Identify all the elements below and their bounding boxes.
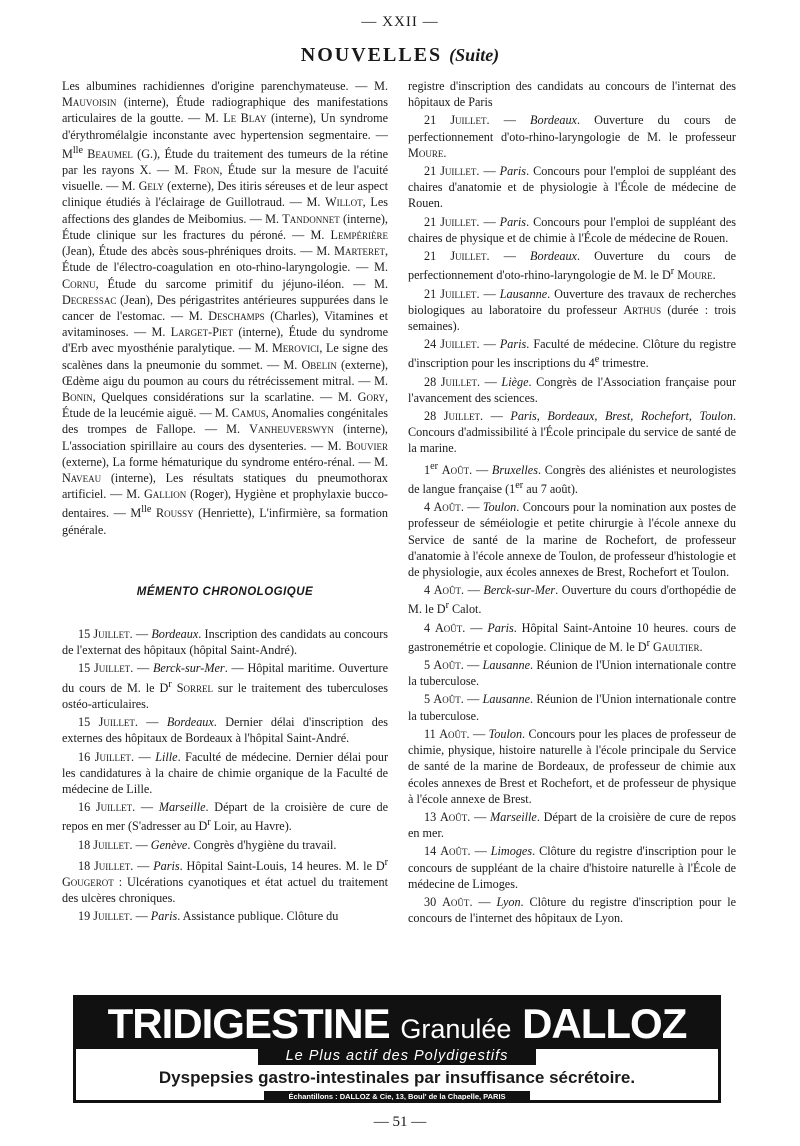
superscript: r (168, 678, 172, 690)
text-run: 21 (424, 164, 441, 179)
name-smallcaps: Decressac (62, 292, 117, 307)
name-smallcaps: Août (440, 844, 468, 859)
name-smallcaps: Sorrel (176, 680, 213, 695)
chronology-entry (62, 855, 388, 907)
name-smallcaps: Juillet (93, 837, 130, 852)
text-run: . — (486, 113, 531, 128)
text-run: . Ouverture des travaux de recherches biologiques au laboratoire du professeur (408, 286, 737, 317)
name-smallcaps: Août (442, 894, 470, 909)
text-run: . — (129, 909, 151, 924)
chronology-entry (408, 809, 736, 841)
place-italic: Paris (499, 214, 527, 229)
text-run: . (699, 639, 703, 654)
text-run: . (712, 268, 716, 283)
chronology-entry (408, 894, 736, 926)
text-run: (externe), Des itiris séreuses et de leur aspect clinique étudiés à l'éclairage de Guillotraud. — M. (62, 179, 388, 210)
superscript: lle (141, 504, 152, 516)
text-run: . Ouverture du cours d'orthopédie de M. le D (408, 583, 737, 617)
text-run: 1 (424, 462, 431, 477)
text-run: . — (476, 164, 500, 179)
place-italic: Paris (150, 909, 178, 924)
text-run: . Clôture du registre d'inscription pour le concours de l'internet des hôpitaux de Lyon. (408, 894, 737, 926)
superscript: r (207, 817, 211, 829)
name-smallcaps: Fron (193, 163, 220, 178)
text-run: . — (469, 894, 497, 909)
text-run: : Ulcérations cyanotiques et état actuel du traitement des ulcères chroniques. (62, 875, 388, 906)
text-run: , Étude du sarcome primitif du jéjuno-iléon. — M. (95, 276, 388, 291)
name-smallcaps: Mauvoisin (62, 95, 117, 110)
place-italic: Berck-sur-Mer (483, 583, 556, 598)
text-run: 4 (424, 500, 434, 515)
name-smallcaps: Naveau (62, 470, 102, 485)
text-run: . — (466, 726, 489, 741)
text-run: , Anomalies congénitales des trompes de Fallope. — M. (62, 406, 388, 437)
text-run: Les albumines rachidiennes d'origine parenchymateuse. — M. (62, 79, 388, 93)
text-run: . — (460, 658, 483, 673)
text-run: . — (476, 337, 500, 352)
superscript: er (515, 479, 524, 491)
text-run: . Départ de la croisière de cure de repos en mer (S'adresser au D (62, 800, 388, 834)
text-run: . — (130, 749, 156, 764)
place-italic: Lyon (496, 894, 521, 909)
name-smallcaps: Vanheuverswyn (249, 422, 334, 437)
name-smallcaps: Cornu (62, 276, 96, 291)
text-run: (interne), Étude du syndrome d'Erb avec myosthénie paralytique. — M. (62, 325, 388, 356)
ad-tagline: Dyspepsies gastro-intestinales par insuffisance sécrétoire. (158, 1068, 636, 1087)
chronology-entry (408, 843, 736, 892)
text-run: (interne), L'association spirillaire au cours des dysenteries. — M. (62, 422, 388, 453)
place-italic: Lausanne (482, 658, 531, 673)
chronology-entry (62, 799, 388, 834)
text-run: Loir, au Havre). (210, 819, 292, 834)
text-run: (Jean), Des périgastrites antérieures suppurées dans le cancer de l'estomac. — M. (62, 292, 388, 323)
place-italic: Paris (487, 620, 514, 635)
text-run: 30 (424, 894, 443, 909)
name-smallcaps: Août (441, 462, 470, 477)
ad-maker: DALLOZ (522, 1000, 687, 1047)
text-run: . Réunion de l'Union internationale contre la tuberculose. (408, 692, 737, 723)
left-entries (62, 626, 388, 925)
text-run: , Le signe des scalènes dans la pneumonie du sommet. — M. (62, 341, 388, 372)
name-smallcaps: Août (434, 620, 463, 635)
place-italic: Lausanne (482, 692, 531, 707)
text-run: . Assistance publique. Clôture du (177, 909, 339, 924)
text-run: 28 (424, 374, 441, 389)
thesis-list-paragraph (62, 78, 388, 538)
chronology-entry (408, 112, 736, 161)
text-run: . Réunion de l'Union internationale contre la tuberculose. (408, 658, 737, 689)
name-smallcaps: Juillet (450, 113, 487, 128)
name-smallcaps: Août (433, 692, 461, 707)
text-run: 28 (424, 408, 444, 423)
name-smallcaps: Août (439, 726, 467, 741)
name-smallcaps: Juillet (450, 249, 487, 264)
text-run: 21 (424, 249, 451, 264)
name-smallcaps: Obelin (301, 357, 337, 372)
name-smallcaps: Juillet (440, 374, 478, 389)
name-smallcaps: Gory (357, 389, 385, 404)
text-run: . — (460, 500, 483, 515)
place-italic: Toulon (482, 500, 517, 515)
ad-brand: TRIDIGESTINE (107, 1000, 390, 1047)
right-column (408, 78, 736, 926)
name-smallcaps: Le Blay (223, 111, 267, 126)
chronology-entry (408, 374, 736, 406)
place-italic: Berck-sur-Mer (152, 661, 225, 676)
text-run: 5 (424, 692, 434, 707)
text-run: 5 (424, 658, 434, 673)
text-run: (Charles), Vitamines et avitaminoses. — M. (62, 308, 388, 340)
place-italic: Bordeaux (151, 627, 199, 642)
roman-page-number: — XXII — (361, 14, 439, 30)
text-run: 16 (78, 800, 96, 815)
text-run: . Inscription des candidats au concours de l'externat des hôpitaux (hôpital Saint-André). (62, 627, 389, 658)
text-run: , Étude sur la mesure de l'acuité visuelle. — M. (62, 163, 388, 194)
text-run: . — (129, 837, 151, 852)
place-italic: Marseille (158, 800, 206, 815)
name-smallcaps: Août (439, 809, 468, 824)
ad-granulee: Granulée (400, 1014, 512, 1044)
text-run: . — (130, 661, 153, 676)
text-run: (externe), La forme hématurique du syndrome entéro-rénal. — M. (62, 454, 388, 469)
text-run: . — (486, 249, 531, 264)
name-smallcaps: Juillet (440, 164, 477, 179)
text-run: . Concours d'admissibilité à l'École principale du service de santé de la marine. (408, 408, 737, 456)
place-italic: Paris (499, 337, 527, 352)
chronology-entry (62, 626, 388, 658)
chronology-entry (408, 248, 736, 283)
text-run: . Congrès d'hygiène du travail. (187, 837, 337, 852)
name-smallcaps: Larget-Piet (170, 325, 234, 340)
text-run: . Congrès de l'Association française pour l'avancement des sciences. (408, 374, 737, 405)
text-run: . — (134, 715, 167, 730)
name-smallcaps: Août (433, 658, 461, 673)
chronology-entry (408, 408, 736, 457)
ad-address: Échantillons : DALLOZ & Cie, 13, Boul' de la Chapelle, PARIS (264, 1091, 530, 1102)
text-run: (Henriette), L'infirmière, sa formation générale. (62, 506, 388, 537)
chronology-entry (408, 459, 736, 498)
name-smallcaps: Juillet (95, 800, 133, 815)
name-smallcaps: Gaultier (653, 639, 700, 654)
text-run: . Concours pour l'emploi de suppléant des chaires d'anatomie et de physiologie à l'École de médecine de Rouen. (408, 164, 737, 211)
place-italic: Genève (150, 837, 188, 852)
name-smallcaps: Juillet (94, 858, 131, 873)
text-run: 15 (78, 661, 94, 676)
text-run: . — (467, 809, 491, 824)
name-smallcaps: Août (433, 583, 461, 598)
text-run: 4 (424, 620, 435, 635)
text-run: 24 (424, 337, 441, 352)
superscript: er (430, 460, 438, 472)
name-smallcaps: Juillet (98, 715, 135, 730)
text-run: . — (460, 692, 483, 707)
name-smallcaps: Lempérière (330, 227, 388, 242)
text-run: 13 (424, 809, 440, 824)
text-run: , Les affections des glandes de Meibomius. — M. (62, 195, 388, 226)
text-run: . — Hôpital maritime. Ouverture du cours de M. le D (62, 661, 388, 695)
text-run: 21 (424, 214, 441, 229)
text-run: . Ouverture du cours de perfectionnement d'oto-rhino-laryngologie de M. le professeur (408, 113, 737, 144)
continued-entry: registre d'inscription des candidats au concours de l'internat des hôpitaux de Paris (408, 79, 736, 110)
text-run: (interne), Les résultats statiques du pneumothorax artificiel. — M. (62, 470, 388, 502)
name-smallcaps: Juillet (93, 627, 130, 642)
chronology-entry (408, 726, 736, 807)
name-smallcaps: Août (433, 500, 461, 515)
text-run: . — (476, 214, 500, 229)
place-italic: Paris (153, 858, 180, 873)
text-run: . — (130, 858, 154, 873)
chronology-entry (408, 657, 736, 689)
name-smallcaps: Beaumel (87, 146, 133, 161)
text-run: au 7 août). (523, 481, 578, 496)
place-italic: Bordeaux (530, 113, 577, 128)
text-run: sur le traitement des tuberculoses ostéo-articulaires. (62, 680, 388, 711)
chronology-entry (408, 163, 736, 212)
text-run: . Congrès des aliénistes et neurologistes de langue française (1 (408, 462, 736, 496)
chronology-entry (62, 714, 388, 746)
text-run: 18 (78, 858, 95, 873)
name-smallcaps: Moure (408, 145, 444, 160)
ad-slogan: Le Plus actif des Polydigestifs (258, 1047, 536, 1065)
text-run: . — (477, 374, 502, 389)
chronology-entry (62, 749, 388, 798)
chronology-entry (408, 582, 736, 617)
text-run: (Jean), Étude des abcès sous-phréniques droits. — M. (62, 244, 335, 259)
name-smallcaps: Juillet (440, 214, 477, 229)
place-italic: Bordeaux (166, 715, 214, 730)
text-run: . (443, 145, 447, 160)
place-italic: Bordeaux (530, 249, 577, 264)
name-smallcaps: Tandonnet (282, 211, 340, 226)
text-run: (G.), Étude du traitement des tumeurs de la rétine par les rayons X. — M. (62, 146, 388, 178)
text-run: (interne), Étude radiographique des manifestations articulaires de la goutte. — M. (62, 95, 388, 126)
text-run: (Roger), Hygiène et prophylaxie bucco-dentaires. — M (62, 487, 388, 521)
chronology-entry (408, 286, 736, 335)
title-text: NOUVELLES (300, 44, 443, 66)
superscript: r (670, 266, 675, 278)
chronology-entry (62, 837, 388, 853)
text-run: . — (480, 408, 511, 423)
place-italic: Marseille (490, 809, 537, 824)
text-run: 4 (424, 583, 434, 598)
page-number: — 51 — (373, 1114, 427, 1130)
name-smallcaps: Gallion (143, 487, 187, 502)
place-italic: Limoges (490, 844, 533, 859)
name-smallcaps: Juillet (440, 337, 477, 352)
right-entries (408, 112, 736, 926)
text-run: . Concours pour l'emploi de suppléant des chaires de physique et de chimie à l'École de médecine de Rouen. (408, 214, 737, 245)
name-smallcaps: Juillet (440, 286, 477, 301)
chronology-entry (408, 620, 736, 655)
memento-heading: MÉMENTO CHRONOLOGIQUE (136, 585, 314, 598)
text-run: 11 (424, 726, 440, 741)
name-smallcaps: Arthus (623, 302, 662, 317)
name-smallcaps: Merovici (271, 341, 320, 356)
name-smallcaps: Moure (677, 268, 713, 283)
text-run: trimestre. (599, 356, 649, 371)
place-italic: Paris (499, 164, 527, 179)
place-italic: Bruxelles (491, 462, 538, 477)
place-italic: Toulon (488, 726, 523, 741)
text-run: . — (461, 583, 484, 598)
text-run: . Hôpital Saint-Louis, 14 heures. M. le D (179, 858, 385, 873)
text-run: . — (132, 800, 159, 815)
text-run: . Faculté de médecine. Dernier délai pour les candidatures à la chaire de chimie organique de la Faculté de médecine de Lille. (62, 749, 389, 796)
name-smallcaps: Juillet (94, 749, 131, 764)
name-smallcaps: Bouvier (345, 438, 388, 453)
text-run: , Quelques considérations sur la scarlatine. — M. (92, 389, 358, 404)
name-smallcaps: Juillet (93, 909, 130, 924)
name-smallcaps: Juillet (443, 408, 480, 423)
text-run: , Étude de l'électro-coagulation en oto-rhino-laryngologie. — M. (62, 244, 388, 275)
place-italic: Paris, Bordeaux, Brest, Rochefort, Toulon (510, 408, 733, 423)
text-run: . Départ de la croisière de cure de repos en mer. (408, 809, 737, 841)
text-run: . Faculté de médecine. Clôture du registre d'inscription pour les inscriptions du 4 (408, 337, 737, 371)
ad-banner (76, 998, 718, 1049)
text-run: 15 (78, 715, 99, 730)
name-smallcaps: Camus (231, 406, 266, 421)
chronology-entry (62, 660, 388, 712)
text-run: . Dernier délai d'inscription des externes des hôpitaux de Bordeaux à l'hôpital Saint-André. (62, 715, 389, 746)
text-run: 21 (424, 286, 441, 301)
place-italic: Liège (501, 374, 529, 389)
text-run: , Étude de la leucémie aiguë. — M. (62, 389, 388, 421)
text-run: . — (469, 462, 492, 477)
text-run: (durée : trois semaines). (408, 302, 736, 333)
text-run: 19 (78, 909, 94, 924)
text-run: (interne), Étude clinique sur les fractures du péroné. — M. (62, 211, 388, 242)
superscript: e (594, 354, 600, 366)
text-run: . — (462, 620, 488, 635)
name-smallcaps: Deschamps (208, 308, 265, 323)
text-run: . Clôture du registre d'inscription pour le concours de suppléant de la chaire d'histoire naturelle à l'École de médecine de Limoges. (408, 844, 737, 891)
chronology-entry (408, 214, 736, 246)
name-smallcaps: Willot (325, 195, 363, 210)
place-italic: Lille (155, 749, 178, 764)
text-run: 14 (424, 844, 441, 859)
text-run: (externe), Œdème aigu du poumon au cours du rétrécissement mitral. — M. (62, 357, 388, 388)
place-italic: Lausanne (499, 286, 548, 301)
title-suite: (Suite) (449, 45, 500, 65)
chronology-entry (62, 908, 388, 924)
text-run: . — (476, 286, 500, 301)
name-smallcaps: Gely (138, 179, 164, 194)
text-run: . Concours pour la nomination aux postes de professeur de séméiologie et petite chirurgie à l'école annexe du Service de santé de la marine de Rochefort, de professeur d'anatomie à l'école annexe de Toulon, de professeur d'histologie et de physiologie, aux écoles annexes de Brest, Rochefort et Toulon. (408, 500, 737, 579)
name-smallcaps: Roussy (155, 506, 194, 521)
text-run: . — (467, 844, 491, 859)
text-run: . Concours pour les places de professeur de chimie, physique, histoire naturelle à l'école principale du Service de santé de la marine de Bordeaux, de professeur de chimie aux écoles annexes de Brest et Rochefort, et de professeur de physique à l'école annexe de Brest. (408, 726, 737, 806)
name-smallcaps: Bonin (62, 389, 93, 404)
text-run: (interne), Un syndrome d'érythromélalgie inconstante avec hypertension segmentaire. — M (62, 111, 389, 161)
superscript: r (384, 856, 389, 868)
text-run: 21 (424, 113, 451, 128)
superscript: r (646, 637, 650, 649)
text-run: . Hôpital Saint-Antoine 10 heures. cours de gastronemétrie et copologie. Clinique de M. le D (408, 620, 736, 654)
name-smallcaps: Gougerot (62, 875, 114, 890)
text-run: 18 (78, 837, 94, 852)
text-run: . — (129, 627, 152, 642)
chronology-entry (408, 691, 736, 723)
chronology-entry (408, 336, 736, 371)
chronology-entry (408, 499, 736, 580)
text-run: 15 (78, 627, 94, 642)
name-smallcaps: Marteret (334, 244, 385, 259)
section-title (0, 44, 800, 67)
text-run: . Ouverture du cours de perfectionnement d'oto-rhino-laryngologie de M. le D (408, 249, 737, 283)
superscript: lle (72, 144, 83, 156)
text-run: Calot. (448, 602, 482, 617)
superscript: r (445, 600, 449, 612)
name-smallcaps: Juillet (93, 661, 131, 676)
advertisement (73, 995, 721, 1103)
left-column (62, 78, 388, 925)
text-run: 16 (78, 749, 95, 764)
